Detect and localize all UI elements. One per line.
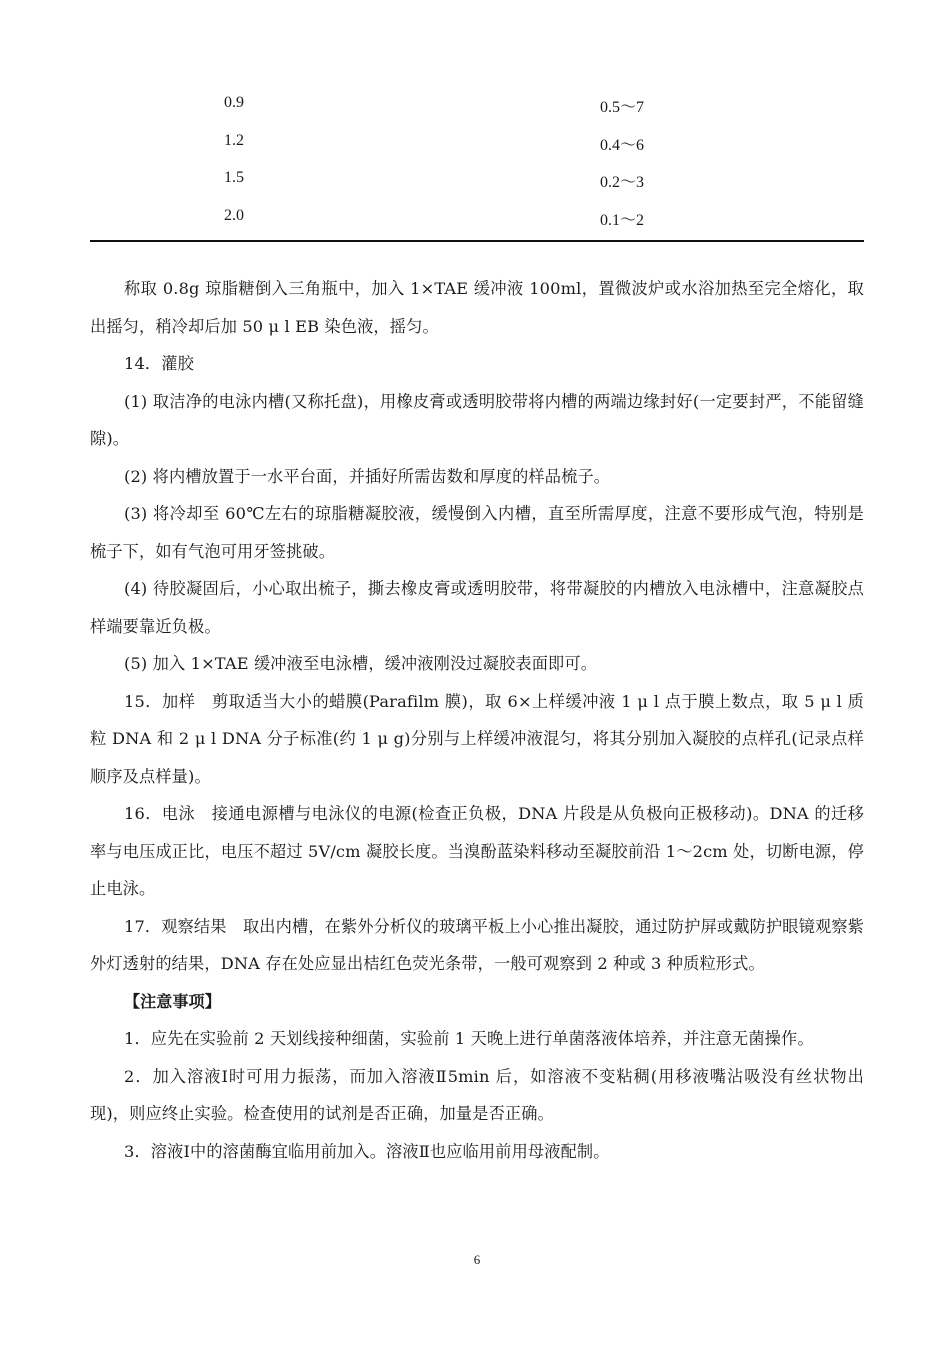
table-cell-concentration: 1.5 xyxy=(224,169,244,186)
notes-heading: 【注意事项】 xyxy=(124,991,221,1011)
paragraph-casting-1: (1) 取洁净的电泳内槽(又称托盘)，用橡皮膏或透明胶带将内槽的两端边缘封好(一定要封严，不能留缝隙)。 xyxy=(90,391,864,448)
step-heading-casting: 14．灌胶 xyxy=(124,354,194,373)
paragraph-casting-4: (4) 待胶凝固后，小心取出梳子，撕去橡皮膏或透明胶带，将带凝胶的内槽放入电泳槽中，注意凝胶点样端要靠近负极。 xyxy=(90,579,864,636)
table-cell-concentration: 1.2 xyxy=(224,131,244,149)
paragraph-observation: 17．观察结果 取出内槽，在紫外分析仪的玻璃平板上小心推出凝胶，通过防护屏或戴防护眼镜观察紫外灯透射的结果，DNA 存在处应显出桔红色荧光条带，一般可观察到 2 种或 3 种质粒形式。 xyxy=(90,916,864,973)
table-cell-concentration: 0.9 xyxy=(224,94,244,111)
table-row xyxy=(90,159,864,197)
note-item: 2．加入溶液Ⅰ时可用力振荡，而加入溶液Ⅱ5min 后，如溶液不变粘稠(用移液嘴沾吸没有丝状物出现)，则应终止实验。检查使用的试剂是否正确，加量是否正确。 xyxy=(90,1066,864,1123)
table-row xyxy=(90,197,864,235)
paragraph-casting-3: (3) 将冷却至 60℃左右的琼脂糖凝胶液，缓慢倒入内槽，直至所需厚度，注意不要形成气泡，特别是梳子下，如有气泡可用牙签挑破。 xyxy=(90,504,864,561)
table-row xyxy=(90,84,864,122)
table-cell-range: 0.4～6 xyxy=(600,136,645,154)
document-page xyxy=(90,0,864,1347)
paragraph-agarose-prep: 称取 0.8g 琼脂糖倒入三角瓶中，加入 1×TAE 缓冲液 100ml，置微波炉或水浴加热至完全熔化，取出摇匀，稍冷却后加 50 μ l EB 染色液，摇匀。 xyxy=(90,279,864,336)
note-item: 3．溶液Ⅰ中的溶菌酶宜临用前加入。溶液Ⅱ也应临用前用母液配制。 xyxy=(124,1141,610,1161)
concentration-table-tail xyxy=(90,84,864,234)
table-bottom-rule xyxy=(90,240,864,242)
paragraph-loading: 15．加样 剪取适当大小的蜡膜(Parafilm 膜)，取 6×上样缓冲液 1 μ l 点于膜上数点，取 5 μ l 质粒 DNA 和 2 μ l DNA 分子标准(约 1 μ g)分别与上样缓冲液混匀，将其分别加入凝胶的点样孔(记录点样顺序及点样量)。 xyxy=(90,691,864,786)
table-cell-concentration: 2.0 xyxy=(224,206,244,224)
paragraph-casting-2: (2) 将内槽放置于一水平台面，并插好所需齿数和厚度的样品梳子。 xyxy=(124,466,611,486)
note-item: 1．应先在实验前 2 天划线接种细菌，实验前 1 天晚上进行单菌落液体培养，并注意无菌操作。 xyxy=(124,1029,814,1048)
table-cell-range: 0.5～7 xyxy=(600,99,645,116)
table-row xyxy=(90,122,864,160)
table-cell-range: 0.2～3 xyxy=(600,174,645,191)
table-cell-range: 0.1～2 xyxy=(600,211,645,229)
paragraph-casting-5: (5) 加入 1×TAE 缓冲液至电泳槽，缓冲液刚没过凝胶表面即可。 xyxy=(124,654,598,673)
paragraph-electrophoresis: 16．电泳 接通电源槽与电泳仪的电源(检查正负极，DNA 片段是从负极向正极移动)。DNA 的迁移率与电压成正比，电压不超过 5V/cm 凝胶长度。当溴酚蓝染料移动至凝胶前沿 1～2cm 处，切断电源，停止电泳。 xyxy=(90,804,864,898)
page-number: 6 xyxy=(473,1252,481,1267)
body-text xyxy=(90,270,864,1170)
